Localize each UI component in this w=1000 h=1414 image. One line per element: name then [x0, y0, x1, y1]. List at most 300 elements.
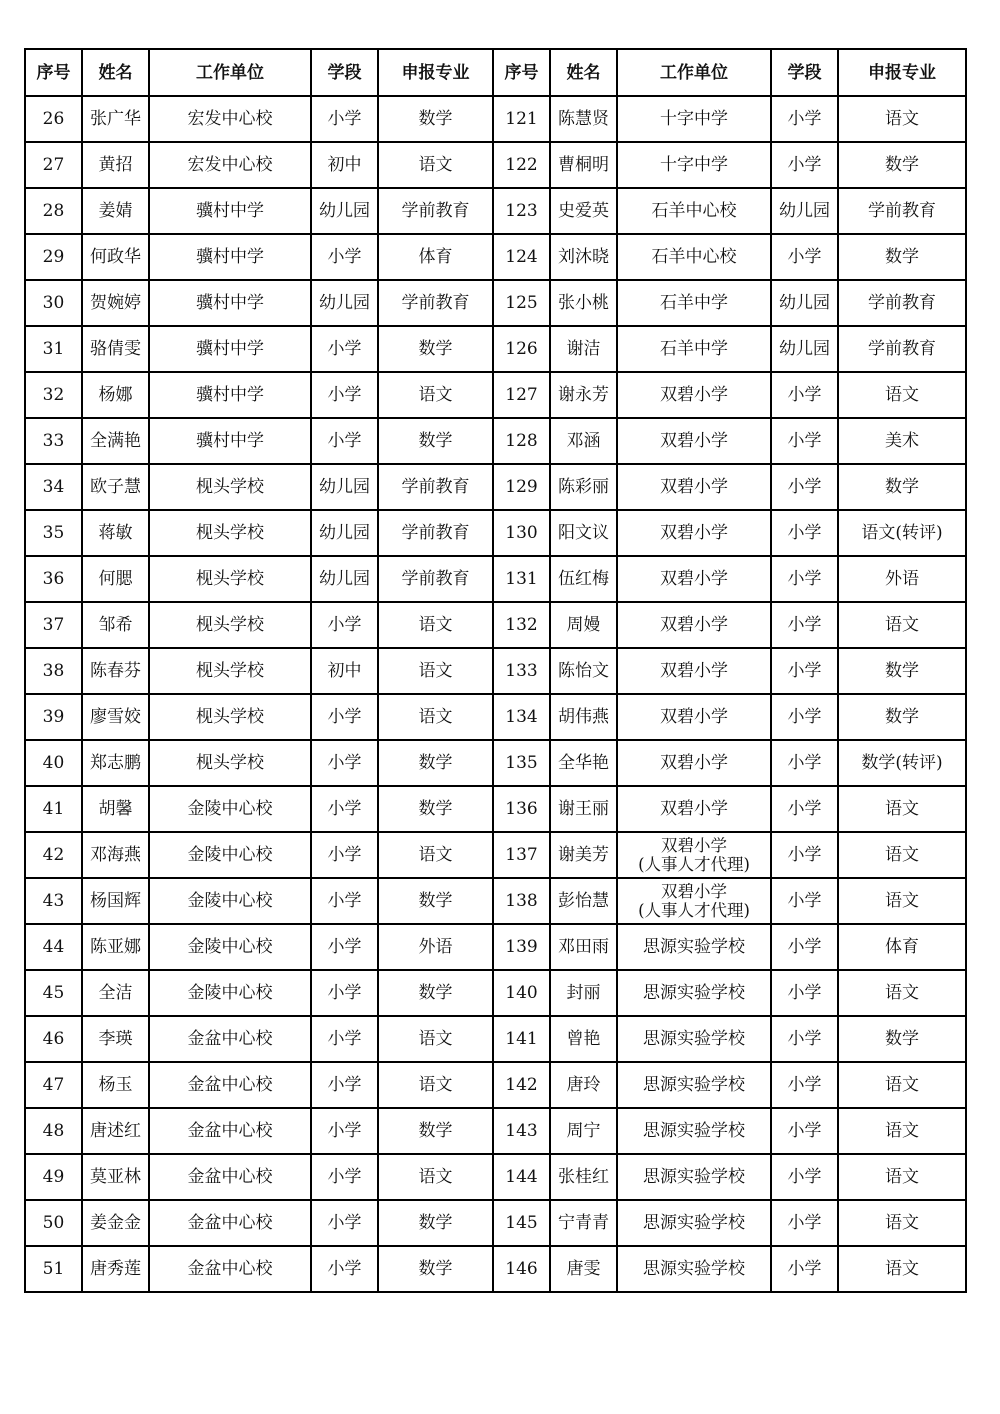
cell-unit-right: 双碧小学	[617, 418, 771, 464]
cell-no-left: 47	[25, 1062, 82, 1108]
cell-stage-left: 小学	[311, 1062, 378, 1108]
cell-stage-left: 小学	[311, 832, 378, 878]
cell-subject-left: 语文	[378, 142, 493, 188]
cell-stage-left: 初中	[311, 142, 378, 188]
cell-subject-right: 语文(转评)	[838, 510, 966, 556]
cell-no-right: 129	[493, 464, 550, 510]
cell-name-right: 曹桐明	[550, 142, 617, 188]
cell-unit-left: 金盆中心校	[149, 1016, 311, 1062]
table-header	[25, 49, 966, 96]
cell-subject-left: 数学	[378, 878, 493, 924]
cell-stage-right: 小学	[771, 970, 838, 1016]
cell-name-left: 全满艳	[82, 418, 149, 464]
cell-subject-left: 数学	[378, 1108, 493, 1154]
cell-unit-right: 思源实验学校	[617, 970, 771, 1016]
header-stage-right: 学段	[771, 49, 838, 96]
cell-unit-right	[617, 832, 771, 878]
cell-subject-right: 美术	[838, 418, 966, 464]
cell-subject-right: 语文	[838, 1062, 966, 1108]
cell-subject-right: 体育	[838, 924, 966, 970]
cell-no-left: 37	[25, 602, 82, 648]
unit-line-1: 双碧小学	[661, 836, 727, 855]
cell-no-right: 140	[493, 970, 550, 1016]
cell-no-right: 131	[493, 556, 550, 602]
cell-unit-right: 双碧小学	[617, 464, 771, 510]
cell-subject-left: 数学	[378, 326, 493, 372]
cell-name-left: 蒋敏	[82, 510, 149, 556]
cell-stage-left: 小学	[311, 372, 378, 418]
table-body	[25, 96, 966, 1292]
cell-name-right: 曾艳	[550, 1016, 617, 1062]
cell-unit-left: 金盆中心校	[149, 1108, 311, 1154]
cell-unit-right: 双碧小学	[617, 372, 771, 418]
cell-stage-left: 初中	[311, 648, 378, 694]
cell-unit-right: 双碧小学	[617, 510, 771, 556]
cell-stage-right: 小学	[771, 924, 838, 970]
cell-subject-right: 数学	[838, 648, 966, 694]
cell-subject-right: 外语	[838, 556, 966, 602]
table-row	[25, 234, 966, 280]
cell-unit-left: 枧头学校	[149, 510, 311, 556]
cell-stage-right: 小学	[771, 464, 838, 510]
unit-line-2: (人事人才代理)	[638, 901, 750, 920]
cell-stage-left: 小学	[311, 234, 378, 280]
cell-name-right: 伍红梅	[550, 556, 617, 602]
cell-no-left: 43	[25, 878, 82, 924]
cell-subject-right: 学前教育	[838, 188, 966, 234]
cell-unit-right: 思源实验学校	[617, 1016, 771, 1062]
cell-stage-left: 小学	[311, 96, 378, 142]
cell-stage-left: 小学	[311, 326, 378, 372]
cell-subject-left: 语文	[378, 1062, 493, 1108]
cell-subject-left: 语文	[378, 832, 493, 878]
cell-no-right: 132	[493, 602, 550, 648]
cell-name-right: 谢王丽	[550, 786, 617, 832]
cell-stage-right: 小学	[771, 510, 838, 556]
cell-stage-left: 幼儿园	[311, 280, 378, 326]
cell-name-left: 邹希	[82, 602, 149, 648]
cell-no-right: 130	[493, 510, 550, 556]
cell-name-right: 刘沐晓	[550, 234, 617, 280]
cell-subject-right: 语文	[838, 1108, 966, 1154]
cell-name-right: 陈怡文	[550, 648, 617, 694]
cell-unit-right: 思源实验学校	[617, 1200, 771, 1246]
cell-unit-right: 双碧小学	[617, 740, 771, 786]
table-row	[25, 832, 966, 878]
cell-name-right: 谢美芳	[550, 832, 617, 878]
cell-name-left: 姜婧	[82, 188, 149, 234]
cell-name-left: 邓海燕	[82, 832, 149, 878]
table-row	[25, 924, 966, 970]
cell-name-right: 邓涵	[550, 418, 617, 464]
cell-name-right: 谢洁	[550, 326, 617, 372]
cell-unit-left: 枧头学校	[149, 602, 311, 648]
table-row	[25, 326, 966, 372]
cell-unit-left: 骥村中学	[149, 234, 311, 280]
cell-no-right: 146	[493, 1246, 550, 1292]
cell-stage-left: 小学	[311, 694, 378, 740]
cell-unit-right: 石羊中心校	[617, 188, 771, 234]
cell-stage-right: 小学	[771, 1016, 838, 1062]
cell-no-right: 143	[493, 1108, 550, 1154]
table-row	[25, 970, 966, 1016]
cell-stage-left: 小学	[311, 1108, 378, 1154]
cell-unit-left: 枧头学校	[149, 464, 311, 510]
cell-stage-right: 小学	[771, 878, 838, 924]
table-row	[25, 142, 966, 188]
cell-stage-right: 小学	[771, 740, 838, 786]
cell-subject-right: 语文	[838, 1154, 966, 1200]
cell-stage-left: 幼儿园	[311, 510, 378, 556]
cell-subject-left: 语文	[378, 648, 493, 694]
cell-subject-right: 语文	[838, 602, 966, 648]
cell-no-right: 139	[493, 924, 550, 970]
cell-stage-right: 小学	[771, 372, 838, 418]
cell-stage-right: 小学	[771, 1154, 838, 1200]
cell-no-left: 41	[25, 786, 82, 832]
cell-subject-left: 学前教育	[378, 464, 493, 510]
table-row	[25, 418, 966, 464]
cell-unit-right: 双碧小学	[617, 786, 771, 832]
table-row	[25, 1108, 966, 1154]
header-row	[25, 49, 966, 96]
header-stage-left: 学段	[311, 49, 378, 96]
cell-stage-right: 小学	[771, 234, 838, 280]
table-row	[25, 694, 966, 740]
cell-subject-right: 学前教育	[838, 326, 966, 372]
cell-subject-right: 语文	[838, 1200, 966, 1246]
cell-unit-left: 宏发中心校	[149, 96, 311, 142]
cell-stage-left: 小学	[311, 970, 378, 1016]
cell-stage-left: 幼儿园	[311, 464, 378, 510]
cell-unit-right: 十字中学	[617, 96, 771, 142]
cell-subject-right: 语文	[838, 1246, 966, 1292]
cell-unit-right: 石羊中学	[617, 326, 771, 372]
cell-no-right: 126	[493, 326, 550, 372]
cell-stage-right: 小学	[771, 1062, 838, 1108]
cell-name-right: 陈彩丽	[550, 464, 617, 510]
cell-stage-right: 小学	[771, 1246, 838, 1292]
cell-stage-left: 小学	[311, 786, 378, 832]
cell-name-right: 彭怡慧	[550, 878, 617, 924]
cell-unit-right	[617, 878, 771, 924]
table-row	[25, 1246, 966, 1292]
cell-unit-left: 枧头学校	[149, 556, 311, 602]
table-row	[25, 188, 966, 234]
cell-no-right: 122	[493, 142, 550, 188]
cell-stage-right: 小学	[771, 96, 838, 142]
cell-no-right: 136	[493, 786, 550, 832]
cell-name-right: 全华艳	[550, 740, 617, 786]
cell-no-left: 26	[25, 96, 82, 142]
cell-stage-right: 小学	[771, 1108, 838, 1154]
cell-name-right: 宁青青	[550, 1200, 617, 1246]
cell-subject-right: 数学	[838, 694, 966, 740]
cell-no-right: 138	[493, 878, 550, 924]
cell-stage-left: 小学	[311, 1200, 378, 1246]
cell-subject-right: 语文	[838, 970, 966, 1016]
cell-name-left: 杨国辉	[82, 878, 149, 924]
cell-stage-right: 小学	[771, 786, 838, 832]
table-row	[25, 1062, 966, 1108]
cell-unit-right: 石羊中心校	[617, 234, 771, 280]
cell-unit-right: 思源实验学校	[617, 1108, 771, 1154]
table-row	[25, 878, 966, 924]
cell-subject-right: 数学	[838, 1016, 966, 1062]
cell-subject-right: 语文	[838, 372, 966, 418]
cell-unit-left: 骥村中学	[149, 188, 311, 234]
cell-unit-right: 思源实验学校	[617, 1062, 771, 1108]
cell-no-left: 44	[25, 924, 82, 970]
cell-subject-left: 数学	[378, 96, 493, 142]
cell-no-right: 144	[493, 1154, 550, 1200]
cell-subject-left: 数学	[378, 970, 493, 1016]
header-no-left: 序号	[25, 49, 82, 96]
table-row	[25, 602, 966, 648]
header-unit-right: 工作单位	[617, 49, 771, 96]
table-row	[25, 648, 966, 694]
cell-no-left: 42	[25, 832, 82, 878]
cell-stage-left: 小学	[311, 740, 378, 786]
cell-subject-right: 数学	[838, 464, 966, 510]
cell-no-right: 121	[493, 96, 550, 142]
cell-stage-left: 小学	[311, 1246, 378, 1292]
cell-name-left: 李瑛	[82, 1016, 149, 1062]
cell-subject-left: 学前教育	[378, 280, 493, 326]
cell-stage-right: 小学	[771, 418, 838, 464]
cell-name-right: 唐玲	[550, 1062, 617, 1108]
table-row	[25, 280, 966, 326]
cell-no-right: 124	[493, 234, 550, 280]
cell-unit-left: 金陵中心校	[149, 832, 311, 878]
cell-name-left: 郑志鹏	[82, 740, 149, 786]
cell-unit-left: 枧头学校	[149, 740, 311, 786]
cell-unit-left: 骥村中学	[149, 326, 311, 372]
cell-unit-left: 骥村中学	[149, 418, 311, 464]
cell-unit-left: 金陵中心校	[149, 878, 311, 924]
cell-name-left: 廖雪姣	[82, 694, 149, 740]
cell-name-left: 黄招	[82, 142, 149, 188]
cell-subject-left: 学前教育	[378, 556, 493, 602]
cell-subject-left: 数学	[378, 1246, 493, 1292]
cell-no-left: 33	[25, 418, 82, 464]
cell-stage-right: 幼儿园	[771, 326, 838, 372]
cell-name-right: 史爱英	[550, 188, 617, 234]
cell-no-left: 38	[25, 648, 82, 694]
cell-unit-right: 双碧小学	[617, 556, 771, 602]
cell-no-left: 29	[25, 234, 82, 280]
table-row	[25, 372, 966, 418]
cell-unit-right: 思源实验学校	[617, 1246, 771, 1292]
cell-name-left: 姜金金	[82, 1200, 149, 1246]
cell-no-left: 36	[25, 556, 82, 602]
header-no-right: 序号	[493, 49, 550, 96]
cell-name-right: 封丽	[550, 970, 617, 1016]
cell-no-left: 27	[25, 142, 82, 188]
cell-no-right: 125	[493, 280, 550, 326]
cell-stage-left: 小学	[311, 418, 378, 464]
cell-name-left: 唐秀莲	[82, 1246, 149, 1292]
cell-no-left: 51	[25, 1246, 82, 1292]
cell-stage-right: 小学	[771, 648, 838, 694]
cell-unit-left: 枧头学校	[149, 648, 311, 694]
cell-name-right: 邓田雨	[550, 924, 617, 970]
header-subject-left: 申报专业	[378, 49, 493, 96]
cell-no-right: 137	[493, 832, 550, 878]
header-subject-right: 申报专业	[838, 49, 966, 96]
cell-unit-right: 思源实验学校	[617, 924, 771, 970]
cell-subject-right: 数学(转评)	[838, 740, 966, 786]
cell-no-right: 142	[493, 1062, 550, 1108]
cell-no-left: 28	[25, 188, 82, 234]
cell-unit-left: 金盆中心校	[149, 1200, 311, 1246]
cell-subject-left: 数学	[378, 786, 493, 832]
cell-name-left: 何政华	[82, 234, 149, 280]
table-row	[25, 1016, 966, 1062]
cell-unit-left: 枧头学校	[149, 694, 311, 740]
cell-unit-right: 双碧小学	[617, 694, 771, 740]
cell-subject-left: 语文	[378, 694, 493, 740]
cell-subject-left: 语文	[378, 1154, 493, 1200]
cell-name-left: 陈亚娜	[82, 924, 149, 970]
cell-stage-right: 小学	[771, 142, 838, 188]
cell-name-left: 何腮	[82, 556, 149, 602]
cell-unit-left: 金盆中心校	[149, 1154, 311, 1200]
cell-subject-right: 数学	[838, 142, 966, 188]
cell-unit-right: 思源实验学校	[617, 1154, 771, 1200]
cell-stage-right: 小学	[771, 694, 838, 740]
cell-no-right: 128	[493, 418, 550, 464]
cell-stage-left: 幼儿园	[311, 188, 378, 234]
cell-no-left: 50	[25, 1200, 82, 1246]
cell-name-left: 陈春芬	[82, 648, 149, 694]
cell-unit-left: 金盆中心校	[149, 1062, 311, 1108]
cell-no-right: 141	[493, 1016, 550, 1062]
cell-name-right: 张桂红	[550, 1154, 617, 1200]
cell-unit-left: 金陵中心校	[149, 924, 311, 970]
cell-unit-left: 金陵中心校	[149, 786, 311, 832]
cell-no-left: 45	[25, 970, 82, 1016]
cell-stage-right: 幼儿园	[771, 188, 838, 234]
cell-no-left: 49	[25, 1154, 82, 1200]
table-row	[25, 464, 966, 510]
cell-no-right: 123	[493, 188, 550, 234]
table-row	[25, 1200, 966, 1246]
cell-name-right: 张小桃	[550, 280, 617, 326]
cell-no-right: 133	[493, 648, 550, 694]
cell-subject-left: 数学	[378, 418, 493, 464]
cell-subject-left: 体育	[378, 234, 493, 280]
cell-subject-right: 语文	[838, 878, 966, 924]
cell-subject-right: 学前教育	[838, 280, 966, 326]
cell-unit-left: 骥村中学	[149, 372, 311, 418]
cell-subject-left: 学前教育	[378, 510, 493, 556]
cell-stage-left: 小学	[311, 878, 378, 924]
cell-name-left: 杨玉	[82, 1062, 149, 1108]
table-row	[25, 740, 966, 786]
cell-name-right: 谢永芳	[550, 372, 617, 418]
cell-no-right: 127	[493, 372, 550, 418]
cell-no-left: 32	[25, 372, 82, 418]
unit-line-1: 双碧小学	[661, 882, 727, 901]
cell-stage-left: 小学	[311, 924, 378, 970]
cell-name-left: 全洁	[82, 970, 149, 1016]
cell-name-right: 陈慧贤	[550, 96, 617, 142]
table-row	[25, 96, 966, 142]
cell-name-left: 张广华	[82, 96, 149, 142]
cell-no-right: 145	[493, 1200, 550, 1246]
cell-subject-left: 语文	[378, 1016, 493, 1062]
cell-name-right: 阳文议	[550, 510, 617, 556]
unit-line-2: (人事人才代理)	[638, 855, 750, 874]
cell-stage-left: 小学	[311, 1154, 378, 1200]
cell-subject-right: 数学	[838, 234, 966, 280]
cell-no-right: 134	[493, 694, 550, 740]
cell-no-left: 30	[25, 280, 82, 326]
cell-stage-left: 小学	[311, 602, 378, 648]
cell-unit-left: 骥村中学	[149, 280, 311, 326]
cell-name-right: 唐雯	[550, 1246, 617, 1292]
header-unit-left: 工作单位	[149, 49, 311, 96]
cell-unit-right: 双碧小学	[617, 648, 771, 694]
cell-name-left: 莫亚林	[82, 1154, 149, 1200]
cell-no-left: 35	[25, 510, 82, 556]
cell-name-right: 胡伟燕	[550, 694, 617, 740]
cell-unit-left: 宏发中心校	[149, 142, 311, 188]
table-row	[25, 786, 966, 832]
cell-no-left: 31	[25, 326, 82, 372]
cell-stage-left: 小学	[311, 1016, 378, 1062]
cell-no-left: 40	[25, 740, 82, 786]
cell-subject-left: 语文	[378, 602, 493, 648]
cell-name-left: 杨娜	[82, 372, 149, 418]
cell-unit-left: 金盆中心校	[149, 1246, 311, 1292]
cell-no-right: 135	[493, 740, 550, 786]
cell-name-left: 胡馨	[82, 786, 149, 832]
cell-subject-left: 语文	[378, 372, 493, 418]
cell-stage-left: 幼儿园	[311, 556, 378, 602]
table-row	[25, 556, 966, 602]
cell-no-left: 46	[25, 1016, 82, 1062]
cell-name-left: 欧子慧	[82, 464, 149, 510]
cell-subject-right: 语文	[838, 832, 966, 878]
table-row	[25, 510, 966, 556]
cell-name-left: 贺婉婷	[82, 280, 149, 326]
cell-name-left: 唐述红	[82, 1108, 149, 1154]
header-name-left: 姓名	[82, 49, 149, 96]
roster-table	[24, 48, 967, 1293]
cell-subject-right: 语文	[838, 96, 966, 142]
cell-name-left: 骆倩雯	[82, 326, 149, 372]
header-name-right: 姓名	[550, 49, 617, 96]
cell-name-right: 周宁	[550, 1108, 617, 1154]
cell-stage-right: 小学	[771, 602, 838, 648]
cell-stage-right: 幼儿园	[771, 280, 838, 326]
cell-stage-right: 小学	[771, 832, 838, 878]
table-row	[25, 1154, 966, 1200]
cell-unit-right: 双碧小学	[617, 602, 771, 648]
cell-subject-left: 学前教育	[378, 188, 493, 234]
cell-subject-left: 数学	[378, 740, 493, 786]
cell-stage-right: 小学	[771, 556, 838, 602]
cell-subject-left: 外语	[378, 924, 493, 970]
cell-unit-left: 金陵中心校	[149, 970, 311, 1016]
cell-unit-right: 石羊中学	[617, 280, 771, 326]
cell-stage-right: 小学	[771, 1200, 838, 1246]
cell-no-left: 48	[25, 1108, 82, 1154]
cell-subject-right: 语文	[838, 786, 966, 832]
cell-no-left: 39	[25, 694, 82, 740]
